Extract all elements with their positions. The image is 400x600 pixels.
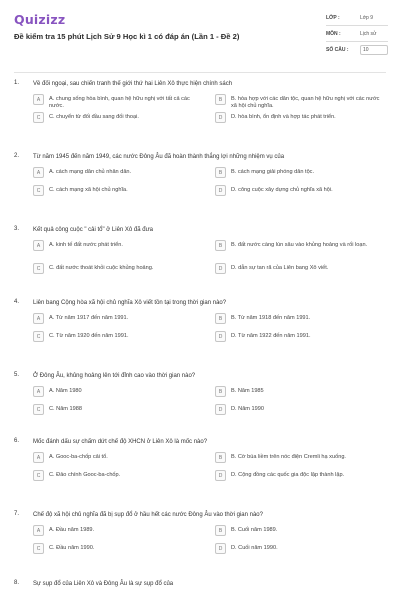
- meta-row-class: [326, 10, 388, 26]
- answer-option-b[interactable]: [215, 167, 383, 178]
- answer-option-d[interactable]: [215, 470, 383, 481]
- option-text: B. đất nước càng lún sâu vào khủng hoảng và rối loạn.: [231, 241, 368, 248]
- option-text: C. Từ năm 1920 đến năm 1991.: [49, 332, 129, 339]
- option-text: B. cách mạng giải phóng dân tộc.: [231, 168, 315, 175]
- option-text: D. Từ năm 1922 đến năm 1991.: [231, 332, 311, 339]
- question-text: Mốc đánh dấu sự chấm dứt chế độ XHCN ở Liên Xô là mốc nào?: [33, 439, 208, 445]
- option-text: C. Đầu năm 1990.: [49, 544, 95, 551]
- option-text: A. chung sống hòa bình, quan hệ hữu nghị với tất cả các nước.: [49, 95, 190, 109]
- answer-option-a[interactable]: [33, 386, 201, 397]
- question-number: 6.: [14, 438, 20, 444]
- meta-value: Lịch sử: [360, 30, 377, 37]
- answer-option-d[interactable]: [215, 331, 383, 342]
- option-letter-box: A: [33, 313, 44, 324]
- option-text: B. Cờ búa liềm trên nóc điện Cremli hạ xuống.: [231, 453, 346, 460]
- meta-value: Lớp 9: [360, 14, 374, 21]
- option-letter-box: D: [215, 470, 226, 481]
- meta-row-count: [326, 42, 388, 58]
- option-text: C. cách mạng xã hội chủ nghĩa.: [49, 186, 128, 193]
- option-text: B. hòa hợp với các dân tộc, quan hệ hữu nghị với các nước xã hội chủ nghĩa.: [231, 95, 380, 109]
- question-text: Ở Đông Âu, khủng hoảng lên tới đỉnh cao vào thời gian nào?: [33, 373, 196, 379]
- option-letter-box: D: [215, 543, 226, 554]
- option-letter-box: D: [215, 404, 226, 415]
- meta-value: 10: [360, 45, 388, 55]
- answer-option-c[interactable]: [33, 263, 201, 274]
- option-letter-box: A: [33, 167, 44, 178]
- question-text: Liên bang Cộng hòa xã hội chủ nghĩa Xô viết tồn tại trong thời gian nào?: [33, 300, 227, 306]
- option-letter-box: B: [215, 167, 226, 178]
- option-text: A. Năm 1980: [49, 387, 82, 394]
- option-letter-box: A: [33, 94, 44, 105]
- option-text: A. Gooc-ba-chốp cải tổ.: [49, 453, 108, 460]
- question-number: 4.: [14, 299, 20, 305]
- answer-option-c[interactable]: [33, 185, 201, 196]
- meta-label: LỚP :: [326, 14, 340, 21]
- option-text: D. Cộng đồng các quốc gia độc lập thành lập.: [231, 471, 345, 478]
- question-text: Về đối ngoại, sau chiến tranh thế giới thứ hai Liên Xô thực hiện chính sách: [33, 81, 233, 87]
- answer-option-a[interactable]: [33, 240, 201, 251]
- question-number: 8.: [14, 580, 20, 586]
- option-text: D. dẫn sự tan rã của Liên bang Xô viết.: [231, 264, 329, 271]
- answer-option-a[interactable]: [33, 525, 201, 536]
- option-letter-box: C: [33, 263, 44, 274]
- meta-label: MÔN :: [326, 30, 341, 37]
- answer-option-c[interactable]: [33, 404, 201, 415]
- option-letter-box: D: [215, 331, 226, 342]
- question-number: 3.: [14, 226, 20, 232]
- option-text: A. Từ năm 1917 đến năm 1991.: [49, 314, 129, 321]
- answer-option-c[interactable]: [33, 331, 201, 342]
- option-letter-box: A: [33, 452, 44, 463]
- option-letter-box: B: [215, 94, 226, 105]
- option-letter-box: B: [215, 240, 226, 251]
- answer-option-b[interactable]: [215, 313, 383, 324]
- option-letter-box: A: [33, 386, 44, 397]
- question-number: 2.: [14, 153, 20, 159]
- option-text: B. Từ năm 1918 đến năm 1991.: [231, 314, 311, 321]
- question-number: 1.: [14, 80, 20, 86]
- answer-option-b[interactable]: [215, 452, 383, 463]
- answer-option-d[interactable]: [215, 263, 383, 274]
- answer-option-c[interactable]: [33, 470, 201, 481]
- option-text: B. Cuối năm 1989.: [231, 526, 278, 533]
- option-letter-box: B: [215, 386, 226, 397]
- option-text: C. Năm 1988: [49, 405, 82, 412]
- option-text: D. Năm 1990: [231, 405, 264, 412]
- option-letter-box: C: [33, 331, 44, 342]
- answer-option-d[interactable]: [215, 112, 383, 123]
- option-text: B. Năm 1985: [231, 387, 264, 394]
- option-text: A. kinh tế đất nước phát triển.: [49, 241, 123, 248]
- option-letter-box: B: [215, 313, 226, 324]
- option-letter-box: A: [33, 525, 44, 536]
- question-text: Sự sụp đổ của Liên Xô và Đông Âu là sự sụp đổ của: [33, 581, 174, 587]
- option-letter-box: A: [33, 240, 44, 251]
- option-text: D. công cuộc xây dựng chủ nghĩa xã hội.: [231, 186, 333, 193]
- meta-row-subject: [326, 26, 388, 42]
- answer-option-d[interactable]: [215, 185, 383, 196]
- option-letter-box: C: [33, 404, 44, 415]
- meta-table: [326, 10, 388, 58]
- question-number: 7.: [14, 511, 20, 517]
- document-header: [0, 0, 400, 78]
- option-text: A. Đầu năm 1989.: [49, 526, 95, 533]
- answer-option-d[interactable]: [215, 543, 383, 554]
- answer-option-a[interactable]: [33, 452, 201, 463]
- answer-option-c[interactable]: [33, 543, 201, 554]
- answer-option-b[interactable]: [215, 240, 383, 251]
- document-title: Đề kiểm tra 15 phút Lịch Sử 9 Học kì 1 có đáp án (Lần 1 - Đề 2): [14, 32, 240, 41]
- answer-option-a[interactable]: [33, 167, 201, 178]
- question-number: 5.: [14, 372, 20, 378]
- answer-option-b[interactable]: [215, 94, 383, 111]
- option-letter-box: C: [33, 112, 44, 123]
- option-letter-box: C: [33, 185, 44, 196]
- answer-option-b[interactable]: [215, 386, 383, 397]
- answer-option-d[interactable]: [215, 404, 383, 415]
- meta-label: SỐ CÂU :: [326, 47, 349, 53]
- option-text: C. chuyển từ đối đầu sang đối thoại.: [49, 113, 139, 120]
- option-text: D. Cuối năm 1990.: [231, 544, 278, 551]
- option-text: C. Đảo chính Gooc-ba-chốp.: [49, 471, 121, 478]
- option-text: C. đất nước thoát khỏi cuộc khủng hoảng.: [49, 264, 154, 271]
- question-text: Kết quả công cuộc " cải tổ" ở Liên Xô đã đưa: [33, 227, 153, 233]
- option-letter-box: B: [215, 452, 226, 463]
- option-letter-box: D: [215, 185, 226, 196]
- option-text: D. hòa bình, ổn định và hợp tác phát triển.: [231, 113, 336, 120]
- question-text: Từ năm 1945 đến năm 1949, các nước Đông Âu đã hoàn thành thắng lợi những nhiệm vụ của: [33, 154, 285, 160]
- option-letter-box: C: [33, 543, 44, 554]
- answer-option-b[interactable]: [215, 525, 383, 536]
- quizizz-logo: Quizizz: [14, 12, 66, 27]
- answer-option-c[interactable]: [33, 112, 201, 123]
- answer-option-a[interactable]: [33, 313, 201, 324]
- answer-option-a[interactable]: [33, 94, 201, 111]
- header-divider: [14, 72, 386, 73]
- option-letter-box: C: [33, 470, 44, 481]
- option-letter-box: D: [215, 263, 226, 274]
- question-text: Chế độ xã hội chủ nghĩa đã bị sụp đổ ở hầu hết các nước Đông Âu vào thời gian nào?: [33, 512, 263, 518]
- option-letter-box: B: [215, 525, 226, 536]
- option-letter-box: D: [215, 112, 226, 123]
- option-text: A. cách mạng dân chủ nhân dân.: [49, 168, 132, 175]
